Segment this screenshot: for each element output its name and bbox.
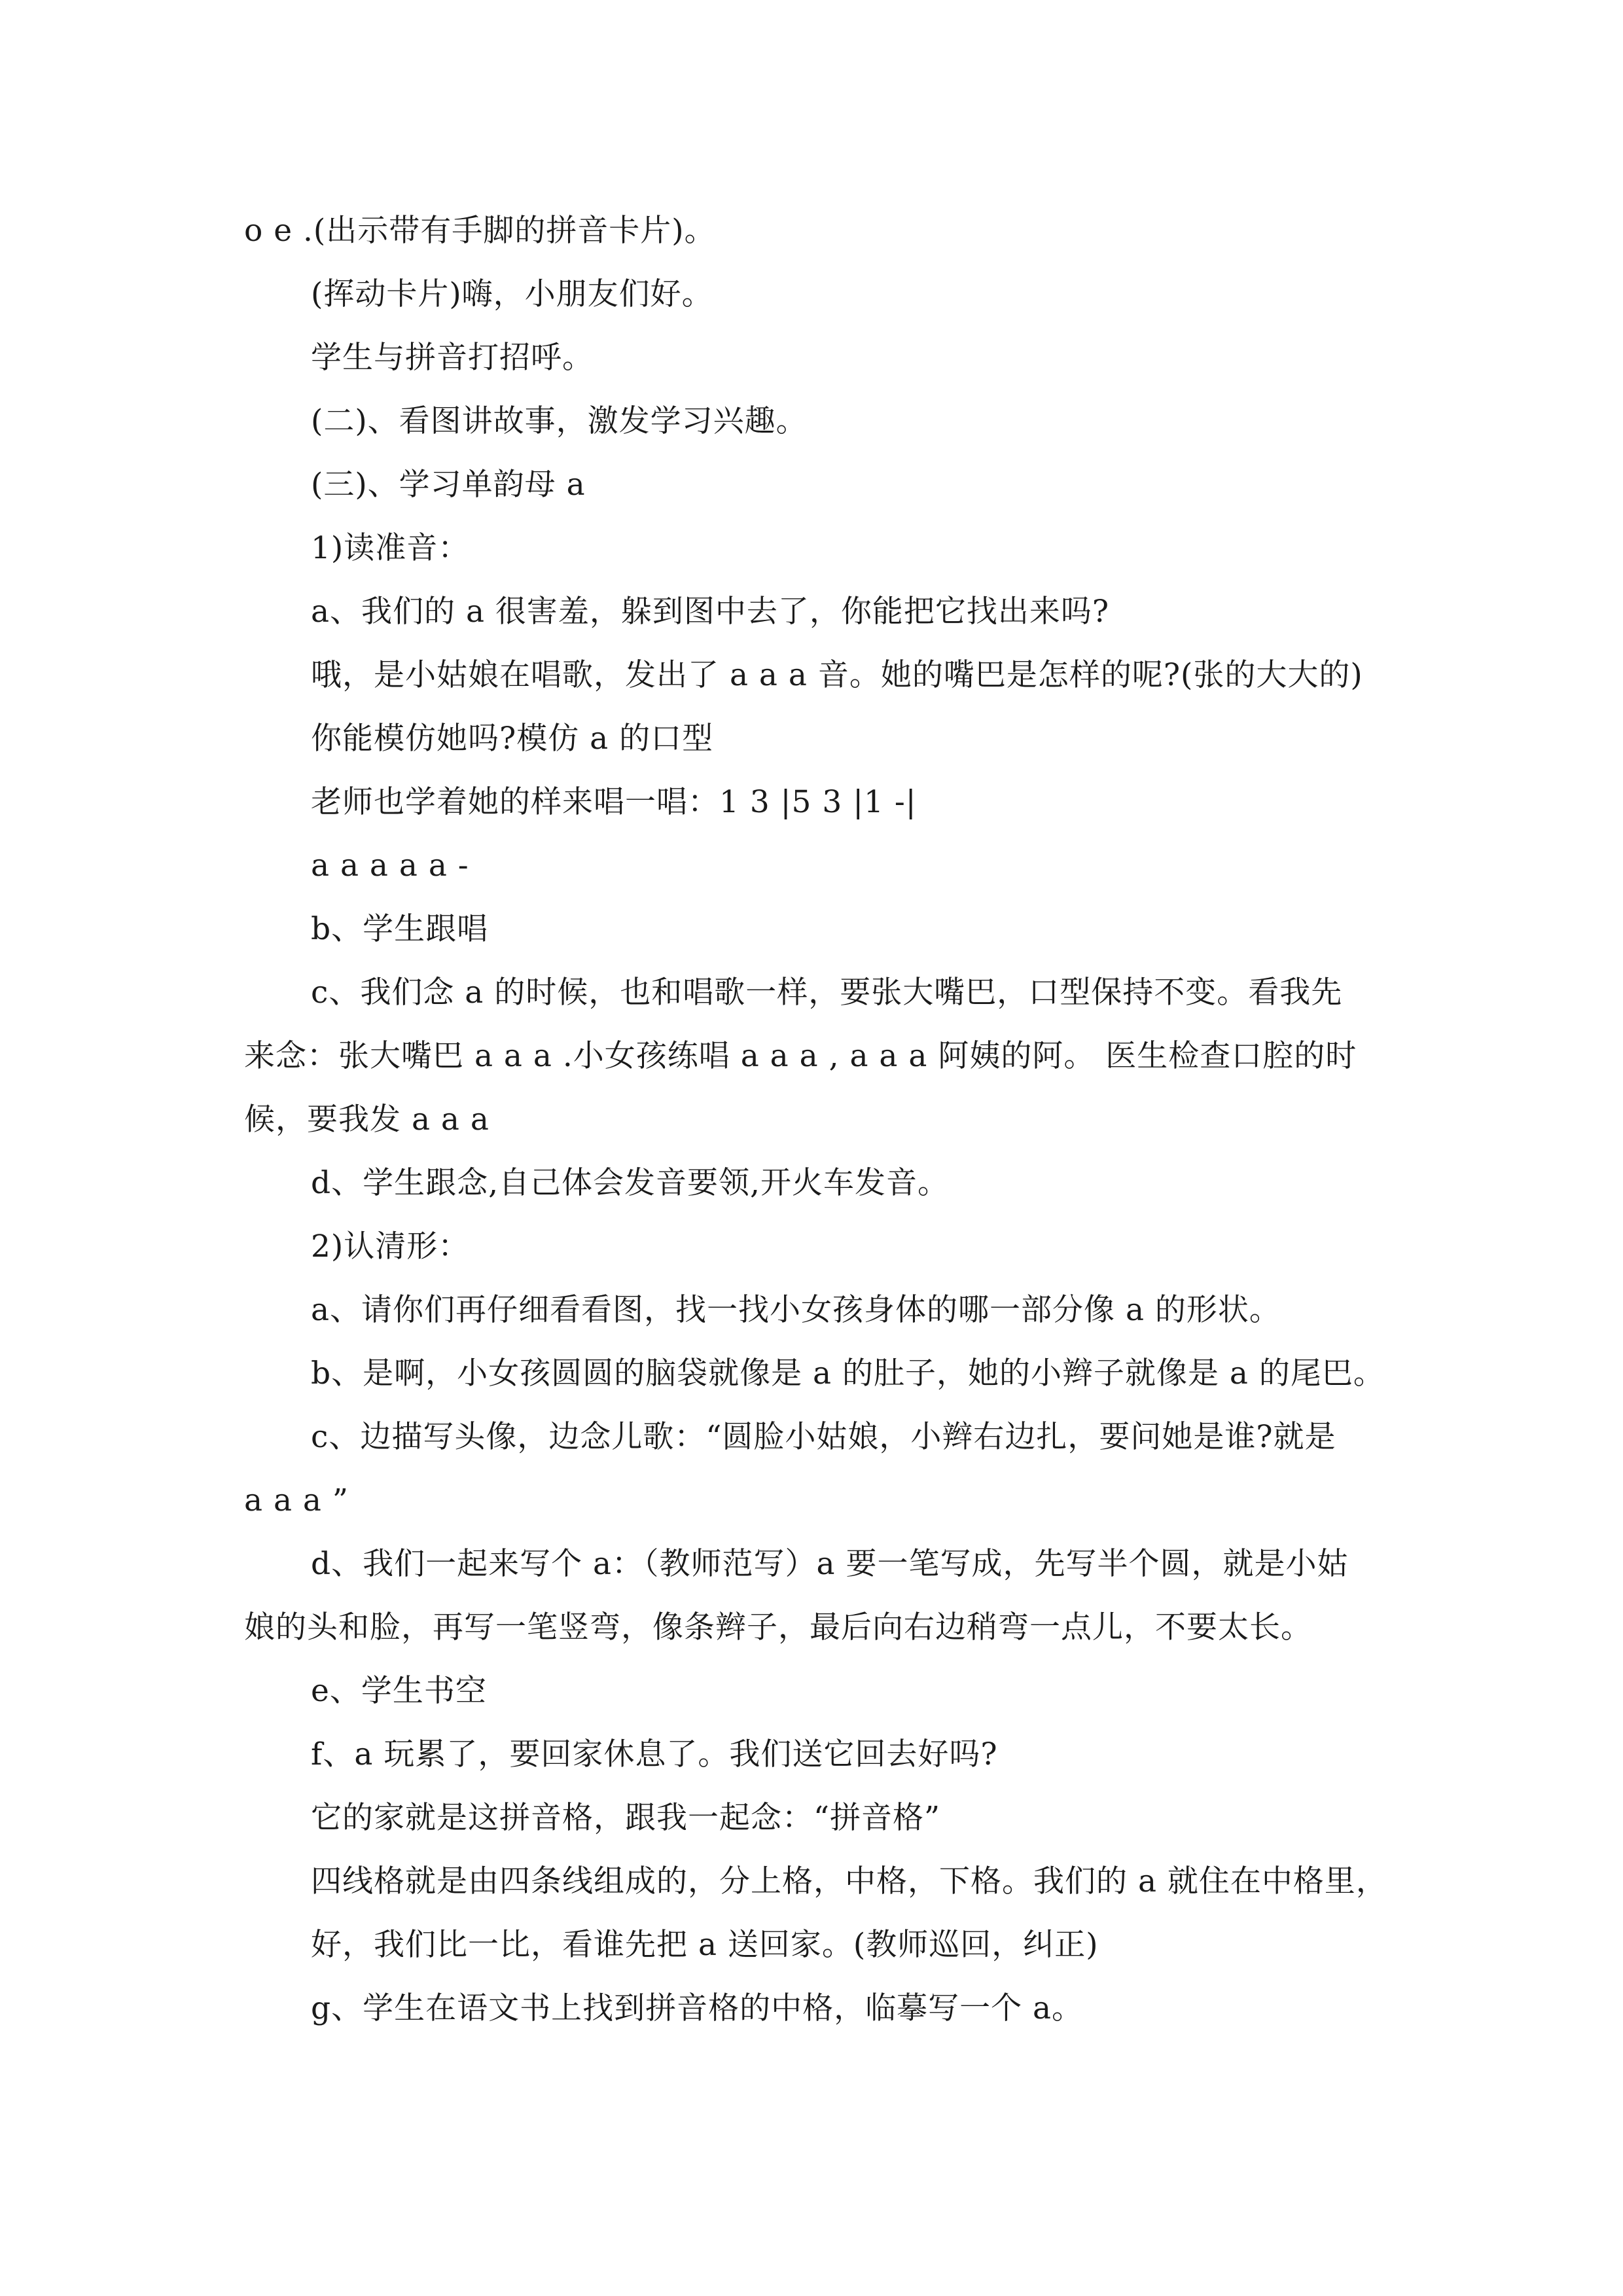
text-line: 它的家就是这拼音格，跟我一起念：“拼音格” bbox=[311, 1800, 941, 1836]
text-line: b、是啊，小女孩圆圆的脑袋就像是 a 的肚子，她的小辫子就像是 a 的尾巴。 bbox=[311, 1355, 1385, 1391]
text-line: 四线格就是由四条线组成的，分上格，中格，下格。我们的 a 就住在中格里， bbox=[311, 1863, 1387, 1899]
text-line: 来念：张大嘴巴 a a a .小女孩练唱 a a a , a a a 阿姨的阿。 医生检查口腔的时 bbox=[244, 1038, 1357, 1074]
text-line: c、我们念 a 的时候，也和唱歌一样，要张大嘴巴，口型保持不变。看我先 bbox=[311, 975, 1343, 1011]
text-line: e、学生书空 bbox=[311, 1673, 487, 1709]
text-line: a a a a a - bbox=[311, 848, 469, 884]
text-line: b、学生跟唱 bbox=[311, 911, 489, 947]
text-line: a、我们的 a 很害羞，躲到图中去了，你能把它找出来吗? bbox=[311, 594, 1110, 630]
text-line: 娘的头和脸，再写一笔竖弯，像条辫子，最后向右边稍弯一点儿，不要太长。 bbox=[244, 1609, 1312, 1645]
text-line: 哦，是小姑娘在唱歌，发出了 a a a 音。她的嘴巴是怎样的呢?(张的大大的) bbox=[311, 657, 1363, 693]
text-line: a a a ” bbox=[244, 1482, 349, 1518]
text-line: o e .(出示带有手脚的拼音卡片)。 bbox=[244, 213, 716, 249]
text-line: c、边描写头像，边念儿歌：“圆脸小姑娘，小辫右边扎，要问她是谁?就是 bbox=[311, 1419, 1336, 1455]
text-line: 你能模仿她吗?模仿 a 的口型 bbox=[311, 721, 714, 757]
text-line: a、请你们再仔细看看图，找一找小女孩身体的哪一部分像 a 的形状。 bbox=[311, 1292, 1281, 1328]
text-line: f、a 玩累了，要回家休息了。我们送它回去好吗? bbox=[311, 1736, 998, 1772]
text-line: d、学生跟念,自己体会发音要领,开火车发音。 bbox=[311, 1165, 949, 1201]
text-line: g、学生在语文书上找到拼音格的中格，临摹写一个 a。 bbox=[311, 1990, 1084, 2026]
text-line: 1)读准音： bbox=[311, 530, 470, 566]
text-line: 候，要我发 a a a bbox=[244, 1102, 490, 1138]
text-line: (三)、学习单韵母 a bbox=[311, 467, 586, 503]
text-line: 2)认清形： bbox=[311, 1229, 470, 1265]
text-line: 好，我们比一比，看谁先把 a 送回家。(教师巡回，纠正) bbox=[311, 1927, 1099, 1963]
text-line: (挥动卡片)嗨，小朋友们好。 bbox=[311, 276, 713, 312]
text-line: (二)、看图讲故事，激发学习兴趣。 bbox=[311, 403, 808, 439]
text-line: 老师也学着她的样来唱一唱：1 3 |5 3 |1 -| bbox=[311, 784, 917, 820]
text-line: d、我们一起来写个 a：（教师范写）a 要一笔写成，先写半个圆，就是小姑 bbox=[311, 1546, 1349, 1582]
text-line: 学生与拼音打招呼。 bbox=[311, 340, 594, 376]
